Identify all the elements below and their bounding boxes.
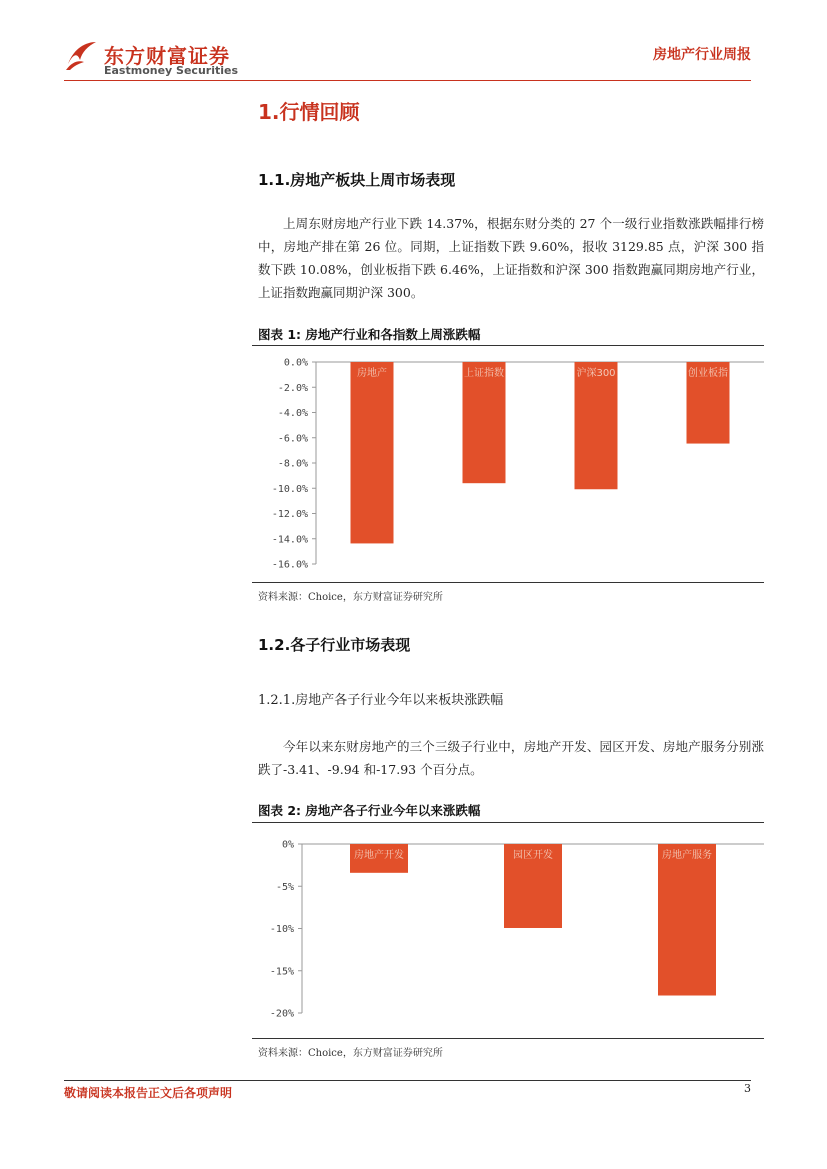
subsection-heading: 1.1.房地产板块上周市场表现 (258, 171, 456, 189)
y-tick-label: -5% (275, 881, 294, 893)
logo-chinese-name: 东方财富证券 (104, 44, 230, 68)
sub-subsection-heading: 1.2.1.房地产各子行业今年以来板块涨跌幅 (258, 693, 504, 708)
page-number: 3 (744, 1082, 751, 1095)
header-divider (64, 80, 751, 81)
category-label: 沪深300 (576, 368, 616, 379)
y-tick-label: -8.0% (277, 458, 308, 470)
figure-bottom-rule (252, 1038, 764, 1039)
chart-svg (252, 830, 764, 1038)
y-tick-label: 0.0% (283, 357, 308, 369)
footer-divider (64, 1080, 751, 1081)
body-paragraph: 上周东财房地产行业下跌 14.37%，根据东财分类的 27 个一级行业指数涨跌幅排行榜中，房地产排在第 26 位。同期，上证指数下跌 9.60%，报收 3129.85 点，沪深 300 指数下跌 10.08%，创业板指下跌 6.46%，上证指数和沪深 300 指数跑赢同期房地产行业，上证指数跑赢同期沪深 300。 (258, 216, 764, 300)
figure-top-rule (252, 345, 764, 346)
bar (351, 362, 394, 543)
y-tick-label: -12.0% (271, 509, 308, 520)
category-label: 房地产 (357, 368, 387, 379)
figure-title: 图表 1: 房地产行业和各指数上周涨跌幅 (258, 327, 481, 342)
section-heading: 1.行情回顾 (258, 100, 360, 124)
chart-svg (252, 348, 764, 582)
category-label: 园区开发 (513, 850, 553, 861)
y-tick-label: -10% (269, 924, 294, 935)
eastmoney-logo-icon (64, 38, 98, 72)
bar-chart-weekly-returns (252, 348, 764, 582)
y-tick-label: -10.0% (271, 483, 308, 495)
report-type: 房地产行业周报 (653, 47, 751, 63)
y-tick-label: -4.0% (277, 408, 308, 419)
y-tick-label: -2.0% (277, 382, 308, 394)
figure-source: 资料来源：Choice，东方财富证券研究所 (258, 592, 443, 603)
y-tick-label: -16.0% (271, 559, 308, 571)
bar (658, 844, 716, 996)
y-tick-label: -6.0% (277, 433, 308, 445)
y-tick-label: -14.0% (271, 534, 308, 546)
figure-title: 图表 2: 房地产各子行业今年以来涨跌幅 (258, 803, 481, 818)
y-tick-label: 0% (281, 839, 294, 851)
category-label: 创业板指 (688, 368, 728, 379)
category-label: 上证指数 (464, 368, 504, 379)
logo-english-name: Eastmoney Securities (104, 64, 239, 77)
figure-bottom-rule (252, 582, 764, 583)
y-tick-label: -20% (269, 1008, 294, 1020)
body-paragraph: 今年以来东财房地产的三个三级子行业中，房地产开发、园区开发、房地产服务分别涨跌了-3.41、-9.94 和-17.93 个百分点。 (258, 739, 764, 777)
subsection-heading: 1.2.各子行业市场表现 (258, 636, 411, 654)
bar-chart-subindustry-ytd (252, 830, 764, 1038)
figure-source: 资料来源：Choice，东方财富证券研究所 (258, 1048, 443, 1059)
category-label: 房地产服务 (662, 850, 712, 861)
y-tick-label: -15% (269, 966, 294, 978)
bar (575, 362, 618, 489)
category-label: 房地产开发 (354, 850, 404, 861)
bar (463, 362, 506, 483)
figure-top-rule (252, 822, 764, 823)
disclaimer-note: 敬请阅读本报告正文后各项声明 (64, 1086, 233, 1100)
